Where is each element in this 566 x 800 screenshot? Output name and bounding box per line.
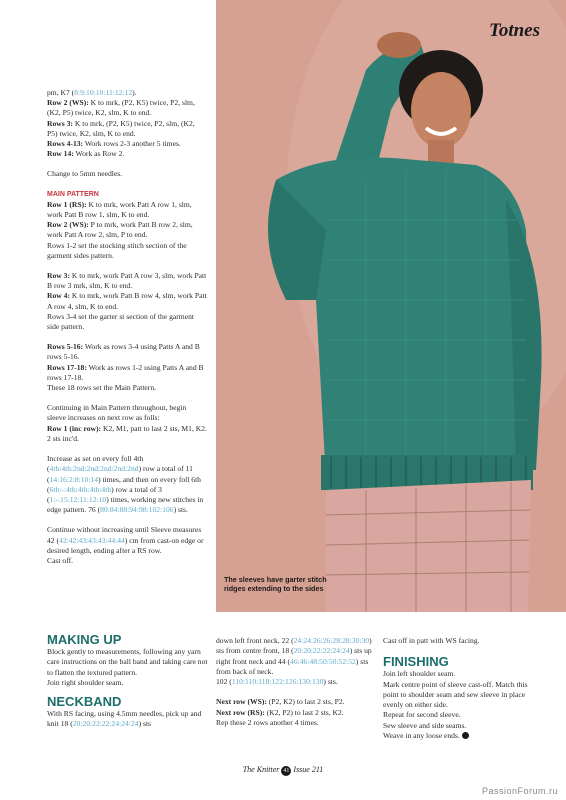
section-heading-making-up: MAKING UP (47, 632, 122, 647)
paragraph: Cast off. (47, 555, 74, 565)
pattern-row: Row 1 (RS): K to mrk, work Patt A row 1, slm, work Patt B row 1, slm, K to end. (47, 199, 192, 220)
making-up-column (47, 632, 210, 730)
paragraph: Rows 3-4 set the garter st section of the garment side pattern. (47, 311, 194, 332)
page-number: 41 (283, 768, 290, 774)
pattern-row: Rows 17-18: Work as rows 1-2 using Patts A and B rows 17-18. (47, 362, 204, 382)
page-footer (0, 765, 566, 776)
pattern-row: Rows 4-13: Work rows 2-3 another 5 times. (47, 139, 181, 149)
pattern-row: Row 2 (WS): K to mrk, (P2, K5) twice, P2, slm, (K2, P5) twice, K2, slm, K to end. (47, 98, 195, 118)
paragraph: Increase as set on every foll 4th (4th:4th:2nd:2nd:2nd:2nd:2nd) row a total of 11 (14:16:2:8:10:14) times, and then on every foll 6th (6th:-:4th:4th:4th:4th) row a total of 3 (1:-:15:12:11:12:10) times, working new stitches in edge pattern. 76 (80:84:88:94:98:102:106) sts. (47, 454, 204, 515)
paragraph: These 18 rows set the Main Pattern. (47, 383, 157, 393)
paragraph: 102 (110:110:118:122:126:130:130) sts. (216, 677, 338, 687)
section-heading-neckband: NECKBAND (47, 694, 122, 710)
model-photo (216, 0, 566, 612)
model-illustration (216, 0, 566, 612)
end-mark-icon (462, 732, 469, 739)
list-item: Join left shoulder seam. (383, 669, 456, 679)
finishing-column (383, 636, 531, 741)
paragraph: With RS facing, using 4.5mm needles, pick up and knit 18 (20:20:22:22:24:24:24) sts (47, 709, 202, 729)
paragraph: pm, K7 (8:9:10:10:11:12:12). (47, 88, 137, 97)
section-heading-main-pattern: MAIN PATTERN (47, 190, 99, 198)
list-item: Repeat for second sleeve. (383, 710, 461, 720)
paragraph: Change to 5mm needles. (47, 169, 123, 179)
pattern-column-left (47, 88, 207, 566)
list-item: Sew sleeve and side seams. (383, 720, 467, 730)
pattern-row: Rows 5-16: Work as rows 3-4 using Patts A and B rows 5-16. (47, 342, 200, 362)
paragraph: Cast off in patt with WS facing. (383, 636, 480, 645)
pattern-row: Row 14: Work as Row 2. (47, 149, 125, 159)
paragraph: Continuing in Main Pattern throughout, begin sleeve increases on next row as folls: (47, 403, 187, 423)
pattern-row: Next row (WS): (P2, K2) to last 2 sts, P2. (216, 697, 345, 707)
paragraph: Continue without increasing until Sleeve measures 42 (42:42:43:43:43:44:44) cm from cast-on edge or desired length, ending after a RS row. (47, 525, 204, 555)
list-item: Mark centre point of sleeve cast-off. Match this point to shoulder seam and sew sleeve in place evenly on either side. (383, 679, 528, 710)
pattern-row: Row 3: K to mrk, work Patt A row 3, slm, work Patt B row 3 mrk, slm, K to end. (47, 271, 207, 291)
pattern-row: Next row (RS): (K2, P2) to last 2 sts, K2. (216, 707, 344, 717)
section-heading-finishing: FINISHING (383, 654, 449, 670)
pattern-row: Row 4: K to mrk, work Patt B row 4, slm, work Patt A row 4, slm, K to end. (47, 291, 207, 311)
paragraph: down left front neck, 22 (24:24:26:26:28:28:30:30) sts from centre front, 18 (20:20:22:22:24:24) sts up right front neck and 44 (46:46:48:50:50:52:52) sts from back of neck. (216, 636, 372, 676)
paragraph: Rep these 2 rows another 4 times. (216, 718, 319, 728)
paragraph: Rows 1-2 set the stocking stitch section of the garment sides pattern. (47, 240, 187, 260)
pattern-row: Row 1 (inc row): K2, M1, patt to last 2 sts, M1, K2. 2 sts inc'd. (47, 423, 207, 443)
watermark: PassionForum.ru (481, 786, 558, 796)
pattern-row: Rows 3: K to mrk, (P2, K5) twice, P2, slm, (K2, P5) twice, K2, slm, K to end. (47, 118, 195, 138)
paragraph: Block gently to measurements, following any yarn care instructions on the ball band and taking care not to flatten the textured pattern. (47, 647, 208, 677)
paragraph: Join right shoulder seam. (47, 677, 124, 687)
photo-caption: The sleeves have garter stitch ridges extending to the sides (224, 575, 327, 593)
page-title: Totnes (488, 20, 540, 41)
pattern-row: Row 2 (WS): P to mrk, work Patt B row 2, slm, work Patt A row 2, slm, P to end. (47, 220, 193, 240)
list-item: Weave in any loose ends. (383, 731, 531, 741)
issue-number: Issue 211 (293, 765, 324, 774)
magazine-name: The Knitter (242, 765, 280, 774)
neckband-column (216, 636, 376, 728)
